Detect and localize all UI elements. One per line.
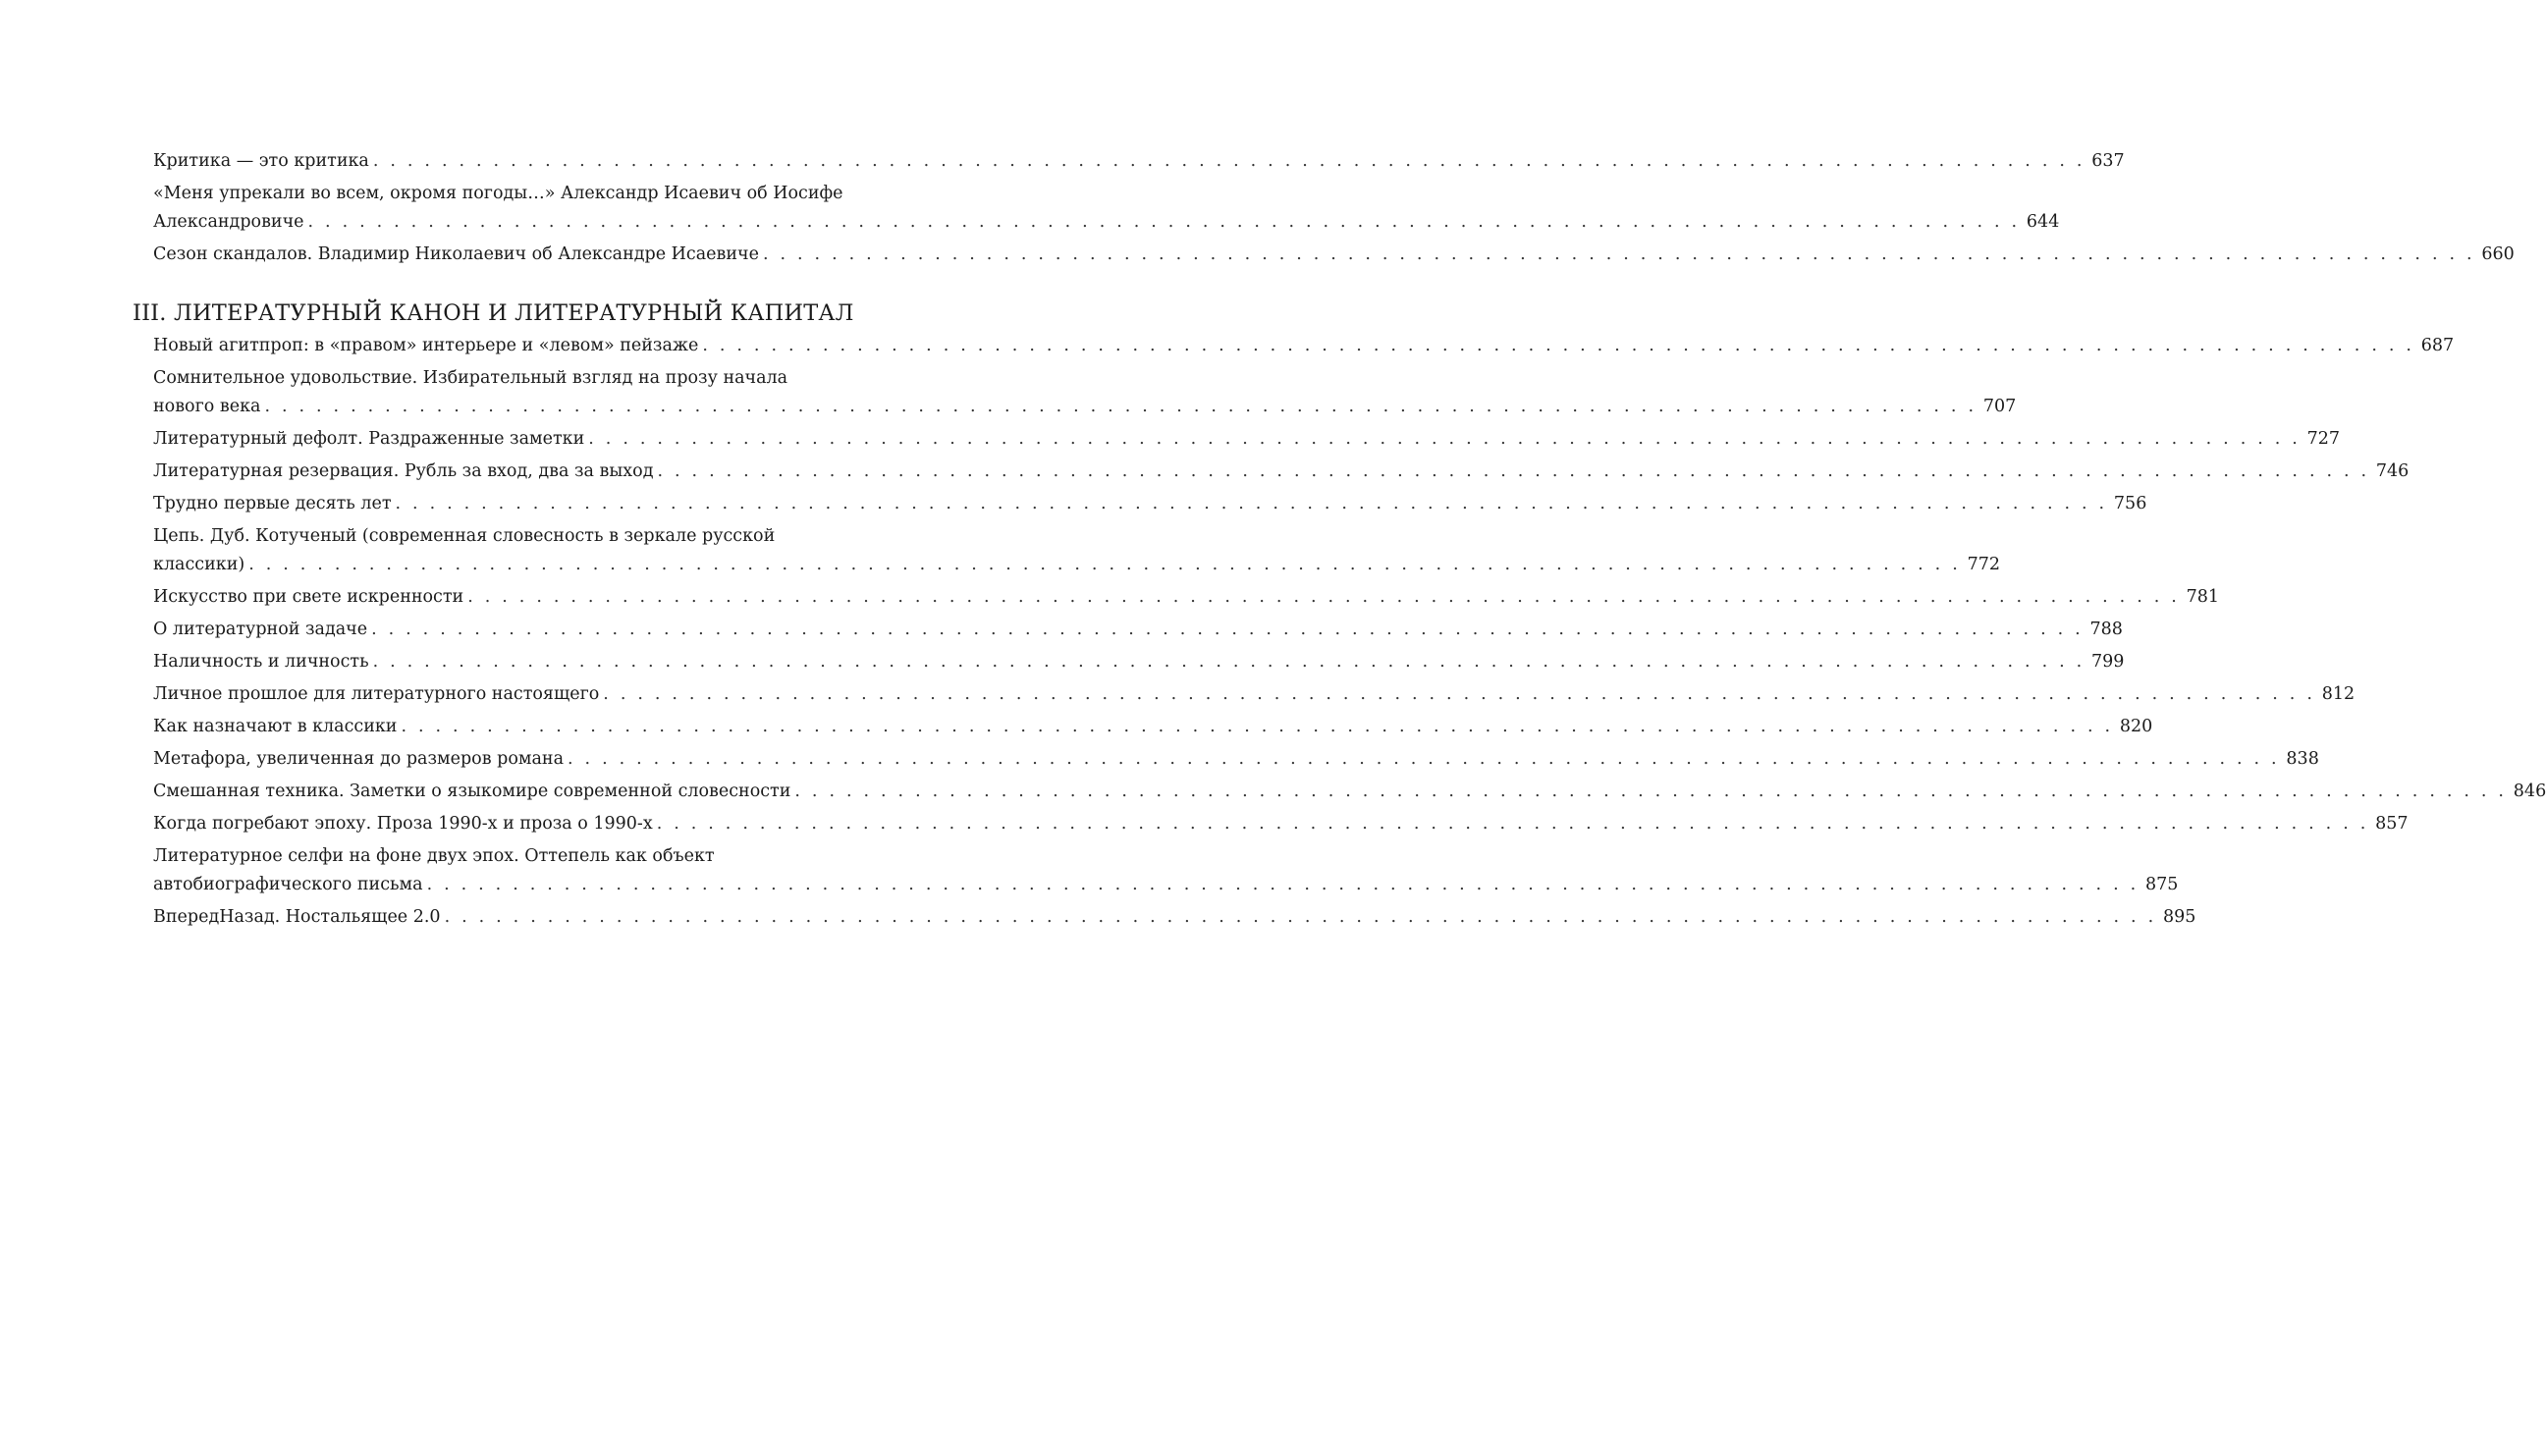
page-number: 644 [2026,212,2060,232]
page-number: 812 [2321,684,2356,704]
toc-entry [133,458,2410,486]
page-number: 788 [2089,620,2123,639]
dot-leader: . . . . . . . . . . . . . . . . . . . . . . . . . . . . . . . . . . . . . . . . . . . . . . . . . . . . . . . . . . . . . . . . . . . . . . . . . . . . . . . . . . . . . . . . . . . . . . . . . . . . [656,814,2369,834]
dot-leader: . . . . . . . . . . . . . . . . . . . . . . . . . . . . . . . . . . . . . . . . . . . . . . . . . . . . . . . . . . . . . . . . . . . . . . . . . . . . . . . . . . . . . . . . . . . . . . . . . . . . [568,749,2280,769]
dot-leader: . . . . . . . . . . . . . . . . . . . . . . . . . . . . . . . . . . . . . . . . . . . . . . . . . . . . . . . . . . . . . . . . . . . . . . . . . . . . . . . . . . . . . . . . . . . . . . . . . . . . [395,494,2108,513]
entry-title: Личное прошлое для литературного настоящего [153,684,600,704]
entry-title: Новый агитпроп: в «правом» интерьере и «левом» пейзаже [153,336,699,355]
entry-title: нового века [153,397,261,416]
dot-leader: . . . . . . . . . . . . . . . . . . . . . . . . . . . . . . . . . . . . . . . . . . . . . . . . . . . . . . . . . . . . . . . . . . . . . . . . . . . . . . . . . . . . . . . . . . . . . . . . . . . . [264,397,1977,416]
table-of-contents [133,147,2546,936]
toc-entry [133,648,2125,676]
page-number: 875 [2144,875,2179,894]
dot-leader: . . . . . . . . . . . . . . . . . . . . . . . . . . . . . . . . . . . . . . . . . . . . . . . . . . . . . . . . . . . . . . . . . . . . . . . . . . . . . . . . . . . . . . . . . . . . . . . . . . . . [444,907,2157,927]
dot-leader: . . . . . . . . . . . . . . . . . . . . . . . . . . . . . . . . . . . . . . . . . . . . . . . . . . . . . . . . . . . . . . . . . . . . . . . . . . . . . . . . . . . . . . . . . . . . . . . . . . . . [603,684,2316,704]
toc-entry [133,810,2409,838]
entry-title: Наличность и личность [153,652,369,672]
entry-title: классики) [153,555,245,574]
toc-entry [133,147,2125,176]
page-number: 772 [1967,555,2000,574]
entry-title: Сезон скандалов. Владимир Николаевич об Александре Исаевиче [153,244,759,264]
page-number: 727 [2306,429,2341,449]
section-heading: III. ЛИТЕРАТУРНЫЙ КАНОН И ЛИТЕРАТУРНЫЙ КАПИТАЛ [133,300,854,326]
page-number: 838 [2286,749,2319,769]
toc-entry [133,180,2060,237]
entry-title: автобиографического письма [153,875,423,894]
page-number: 857 [2375,814,2409,834]
page-number: 756 [2113,494,2147,513]
entry-title: Трудно первые десять лет [153,494,392,513]
toc-entry [133,332,2455,360]
toc-entry [133,842,2179,899]
entry-title: Метафора, увеличенная до размеров романа [153,749,565,769]
dot-leader: . . . . . . . . . . . . . . . . . . . . . . . . . . . . . . . . . . . . . . . . . . . . . . . . . . . . . . . . . . . . . . . . . . . . . . . . . . . . . . . . . . . . . . . . . . . . . . . . . . . . [248,555,1961,574]
dot-leader: . . . . . . . . . . . . . . . . . . . . . . . . . . . . . . . . . . . . . . . . . . . . . . . . . . . . . . . . . . . . . . . . . . . . . . . . . . . . . . . . . . . . . . . . . . . . . . . . . . . . [794,782,2508,801]
toc-entry [133,778,2546,806]
entry-title: Когда погребают эпоху. Проза 1990-х и проза о 1990-х [153,814,653,834]
page-number: 660 [2481,244,2515,264]
dot-leader: . . . . . . . . . . . . . . . . . . . . . . . . . . . . . . . . . . . . . . . . . . . . . . . . . . . . . . . . . . . . . . . . . . . . . . . . . . . . . . . . . . . . . . . . . . . . . . . . . . . . [467,587,2181,607]
dot-leader: . . . . . . . . . . . . . . . . . . . . . . . . . . . . . . . . . . . . . . . . . . . . . . . . . . . . . . . . . . . . . . . . . . . . . . . . . . . . . . . . . . . . . . . . . . . . . . . . . . . . [702,336,2415,355]
entry-title: Литературная резервация. Рубль за вход, два за выход [153,461,654,481]
dot-leader: . . . . . . . . . . . . . . . . . . . . . . . . . . . . . . . . . . . . . . . . . . . . . . . . . . . . . . . . . . . . . . . . . . . . . . . . . . . . . . . . . . . . . . . . . . . . . . . . . . . . [401,717,2114,736]
entry-title: О литературной задаче [153,620,368,639]
toc-entry [133,490,2147,518]
page-number: 820 [2119,717,2153,736]
page-number: 637 [2091,151,2125,171]
toc-entry [133,364,2017,421]
page-number: 687 [2420,336,2455,355]
dot-leader: . . . . . . . . . . . . . . . . . . . . . . . . . . . . . . . . . . . . . . . . . . . . . . . . . . . . . . . . . . . . . . . . . . . . . . . . . . . . . . . . . . . . . . . . . . . . . . . . . . . . [762,244,2475,264]
entry-title-line: «Меня упрекали во всем, окромя погоды…» Александр Исаевич об Иосифе [153,184,843,203]
toc-entry [133,241,2515,269]
entry-title: Как назначают в классики [153,717,398,736]
entry-title: Критика — это критика [153,151,369,171]
page-number: 895 [2162,907,2196,927]
page-number: 746 [2375,461,2410,481]
page-number: 781 [2186,587,2220,607]
page-number: 846 [2513,782,2546,801]
entry-title: Смешанная техника. Заметки о языкомире современной словесности [153,782,791,801]
entry-title: Литературный дефолт. Раздраженные заметки [153,429,585,449]
dot-leader: . . . . . . . . . . . . . . . . . . . . . . . . . . . . . . . . . . . . . . . . . . . . . . . . . . . . . . . . . . . . . . . . . . . . . . . . . . . . . . . . . . . . . . . . . . . . . . . . . . . . [371,620,2084,639]
dot-leader: . . . . . . . . . . . . . . . . . . . . . . . . . . . . . . . . . . . . . . . . . . . . . . . . . . . . . . . . . . . . . . . . . . . . . . . . . . . . . . . . . . . . . . . . . . . . . . . . . . . . [426,875,2140,894]
dot-leader: . . . . . . . . . . . . . . . . . . . . . . . . . . . . . . . . . . . . . . . . . . . . . . . . . . . . . . . . . . . . . . . . . . . . . . . . . . . . . . . . . . . . . . . . . . . . . . . . . . . . [588,429,2302,449]
page-number: 707 [1982,397,2017,416]
toc-entry [133,522,2000,579]
entry-title-line: Сомнительное удовольствие. Избирательный взгляд на прозу начала [153,368,788,388]
toc-entry [133,425,2341,454]
dot-leader: . . . . . . . . . . . . . . . . . . . . . . . . . . . . . . . . . . . . . . . . . . . . . . . . . . . . . . . . . . . . . . . . . . . . . . . . . . . . . . . . . . . . . . . . . . . . . . . . . . . . [372,151,2086,171]
dot-leader: . . . . . . . . . . . . . . . . . . . . . . . . . . . . . . . . . . . . . . . . . . . . . . . . . . . . . . . . . . . . . . . . . . . . . . . . . . . . . . . . . . . . . . . . . . . . . . . . . . . . [307,212,2021,232]
toc-entry [133,680,2356,709]
toc-entry [133,713,2153,741]
entry-title: Искусство при свете искренности [153,587,464,607]
toc-entry [133,903,2196,932]
toc-entry [133,616,2123,644]
entry-title: Александровиче [153,212,304,232]
toc-entry [133,745,2319,774]
toc-entry [133,583,2220,612]
dot-leader: . . . . . . . . . . . . . . . . . . . . . . . . . . . . . . . . . . . . . . . . . . . . . . . . . . . . . . . . . . . . . . . . . . . . . . . . . . . . . . . . . . . . . . . . . . . . . . . . . . . . [372,652,2086,672]
entry-title-line: Литературное селфи на фоне двух эпох. Оттепель как объект [153,846,715,866]
entry-title-line: Цепь. Дуб. Котученый (современная словесность в зеркале русской [153,526,776,546]
page-number: 799 [2091,652,2125,672]
entry-title: ВпередНазад. Ностальящее 2.0 [153,907,441,927]
dot-leader: . . . . . . . . . . . . . . . . . . . . . . . . . . . . . . . . . . . . . . . . . . . . . . . . . . . . . . . . . . . . . . . . . . . . . . . . . . . . . . . . . . . . . . . . . . . . . . . . . . . . [657,461,2370,481]
